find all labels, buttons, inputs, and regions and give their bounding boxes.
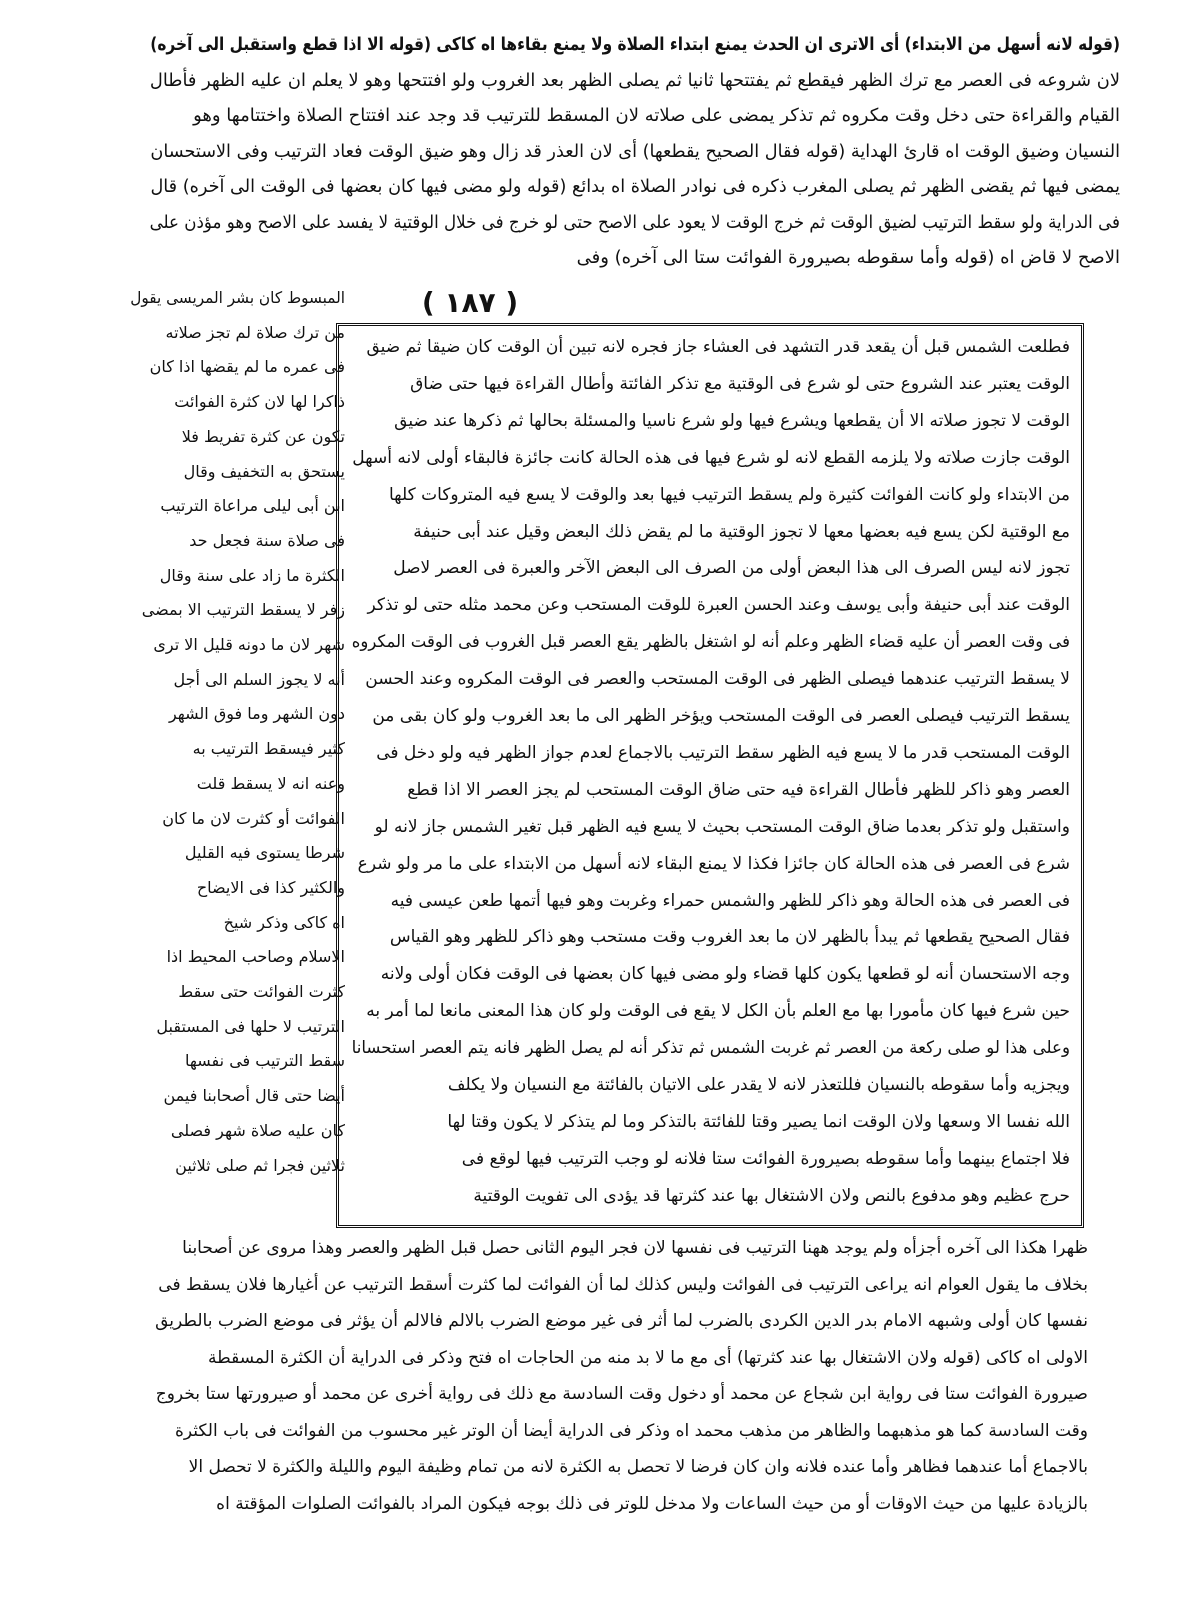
box-line-text: الوقت يعتبر عند الشروع حتى لو شرع فى الوقتية مع تذكر الفائتة وأطال القراءة فيها حتى ضاق	[410, 373, 1070, 394]
top-line-text: النسيان وضيق الوقت اه قارئ الهداية (قوله فقال الصحيح يقطعها) أى لان العذر قد زال وهو ضيق الوقت فعاد الترتيب وفى الاستحسان	[150, 140, 1120, 162]
side-line-text: شرطا يستوى فيه القليل	[184, 843, 345, 863]
box-line-text: فقال الصحيح يقطعها ثم يبدأ بالظهر لان ما بعد الغروب وقت مستحب وهو ذاكر للظهر وهو القياس	[389, 927, 1070, 948]
box-line-text: الوقت جازت صلاته ولا يلزمه القطع لانه لو شرع فيها فى هذه الحالة كانت جائزة فالبقاء أولى لانه أسهل	[352, 447, 1070, 468]
box-line-text: الوقت عند أبى حنيفة وأبى يوسف وعند الحسن العبرة للوقت المستحب وعن محمد مثله حتى لو تذكر	[367, 595, 1070, 616]
side-line-text: زفر لا يسقط الترتيب الا بمضى	[141, 600, 345, 620]
bottom-line-text: بخلاف ما يقول العوام انه يراعى الترتيب فى الفوائت وليس كذلك لما أن الفوائت لما كثرت أسقط الترتيب عن أغيارها فلان يسقط فى	[158, 1274, 1088, 1295]
top-line-text: لان شروعه فى العصر مع ترك الظهر فيقطع ثم يفتتحها ثانيا ثم يصلى الظهر بعد الغروب ولو افتتحها وهو لا يعلم ان عليه الظهر فأطال	[150, 69, 1120, 91]
side-line-text: فى عمره ما لم يقضها اذا كان	[149, 357, 345, 377]
side-line-text: الترتيب لا حلها فى المستقبل	[156, 1016, 345, 1036]
box-line-text: الوقت لا تجوز صلاته الا أن يقطعها ويشرع فيها ولو شرع ناسيا والمسئلة بحالها ثم ذكرها عند ضيق	[394, 410, 1070, 431]
side-line-text: كان عليه صلاة شهر فصلى	[170, 1120, 345, 1140]
box-line-text: من الابتداء ولو كانت الفوائت كثيرة ولم يسقط الترتيب فيها بعد والوقت لا يسع فيه المتروكات كلها	[389, 484, 1070, 505]
side-line-text: والكثير كذا فى الايضاح	[196, 877, 345, 897]
box-line-text: واستقبل ولو تذكر بعدما ضاق الوقت المستحب بحيث لا يسع فيه الظهر قبل تغير الشمس جاز لانه لو	[374, 816, 1070, 837]
box-line-text: فى العصر فى هذه الحالة وهو ذاكر للظهر والشمس حمراء وغربت وهو فيها أتمها طعن عيسى فيه	[390, 890, 1070, 911]
bottom-line-text: الاولى اه كاكى (قوله ولان الاشتغال بها عند كثرتها) أى مع ما لا بد منه من الحاجات اه فتح وذكر فى الدراية أن الكثرة المسقطة	[208, 1347, 1088, 1368]
box-line-text: لا يسقط الترتيب عندهما فيصلى الظهر فى الوقت المستحب والعصر فى الوقت المكروه وعند الحسن	[365, 669, 1070, 690]
side-line-text: ثلاثين فجرا ثم صلى ثلاثين	[175, 1155, 345, 1175]
side-line-text: من ترك صلاة لم تجز صلاته	[165, 322, 345, 342]
side-line-text: كثرت الفوائت حتى سقط	[178, 982, 345, 1001]
side-line-text: ابن أبى ليلى مراعاة الترتيب	[160, 496, 345, 516]
box-line-text: الله نفسا الا وسعها ولان الوقت انما يصير وقتا للفائتة بالتذكر وما لم يتذكر لا يكون وقتا لها	[447, 1111, 1070, 1132]
side-line-text: أيضا حتى قال أصحابنا فيمن	[163, 1086, 345, 1106]
box-line-text: تجوز لانه ليس الصرف الى هذا البعض أولى من الصرف الى البعض الآخر والعبرة فى العصر لاصل	[393, 558, 1070, 579]
side-line-text: دون الشهر وما فوق الشهر	[168, 704, 345, 724]
side-line-text: المبسوط كان بشر المريسى يقول	[130, 288, 345, 307]
box-line-text: الوقت المستحب قدر ما لا يسع فيه الظهر سقط الترتيب بالاجماع لعدم جواز الظهر فيه ولو دخل فى	[376, 742, 1070, 763]
side-line-text: فى صلاة سنة فجعل حد	[189, 530, 345, 550]
bottom-line-text: نفسها كان أولى وشبهه الامام بدر الدين الكردى بالضرب لما أثر فى غير موضع الضرب بالالم فالالم أن يؤثر فى موضع الضرب بالطريق	[155, 1311, 1088, 1331]
bottom-line-text: بالاجماع أما عندهما فظاهر وأما عنده فلانه وان كان فرضا لا تحصل به الكثرة لانه من تمام وظيفة اليوم والليلة والكثرة لا تحصل الا	[188, 1457, 1088, 1477]
side-line-text: كثير فيسقط الترتيب به	[192, 739, 345, 759]
bottom-line-text: وقت السادسة كما هو مذهبهما والظاهر من مذهب محمد اه وذكر فى الدراية أيضا أن الوتر غير محسوب من الفوائت فى باب الكثرة	[174, 1420, 1088, 1441]
box-line-text: يسقط الترتيب فيصلى العصر فى الوقت المستحب ويؤخر الظهر الى ما بعد الغروب ولو كان بقى من	[372, 706, 1070, 726]
box-line-text: فلا اجتماع بينهما وأما سقوطه بصيرورة الفوائت ستا فلانه لو وجب الترتيب فيها لوقع فى	[461, 1148, 1070, 1169]
top-line-text: الاصح لا قاض اه (قوله وأما سقوطه بصيرورة الفوائت ستا الى آخره) وفى	[576, 247, 1120, 268]
side-line-text: الكثرة ما زاد على سنة وقال	[159, 565, 345, 585]
side-line-text: شهر لان ما دونه قليل الا ترى	[153, 635, 345, 654]
box-line-text: وجه الاستحسان أنه لو قطعها يكون كلها قضاء ولو مضى فيها كان بعضها فى الوقت فكان أولى ولانه	[380, 964, 1070, 985]
box-line-text: فى وقت العصر أن عليه قضاء الظهر وعلم أنه لو اشتغل بالظهر يقع العصر قبل الغروب فى الوقت المكروه	[352, 632, 1070, 653]
side-line-text: يستحق به التخفيف وقال	[183, 461, 345, 481]
side-line-text: سقط الترتيب فى نفسها	[185, 1051, 345, 1071]
bottom-line-text: ظهرا هكذا الى آخره أجزأه ولم يوجد ههنا الترتيب فى نفسها لان فجر اليوم الثانى حصل قبل الظهر والعصر وهذا مروى عن أصحابنا	[182, 1238, 1088, 1258]
box-line-text: ويجزيه وأما سقوطه بالنسيان فللتعذر لانه لا يقدر على الاتيان بالفائتة مع النسيان ولا يكلف	[447, 1075, 1070, 1095]
top-line-text: القيام والقراءة حتى دخل وقت مكروه ثم تذكر يمضى على صلاته لان المسقط للترتيب قد وجد عند افتتاح الصلاة واختتامها وهو	[193, 105, 1120, 126]
box-line-text: وعلى هذا لو صلى ركعة من العصر ثم غربت الشمس ثم تذكر أنه لم يصل الظهر فانه يتم العصر استحسانا	[352, 1038, 1070, 1059]
top-line-text: يمضى فيها ثم يقضى الظهر ثم يصلى المغرب ذكره فى نوادر الصلاة اه بدائع (قوله ولو مضى فيها كان بعضها فى الوقت الى آخره) قال	[150, 176, 1120, 197]
page-number: ( ١٨٧ )	[421, 286, 519, 319]
box-line-text: شرع فى العصر فى هذه الحالة كان جائزا فكذا لا يمنع البقاء لانه أسهل من الابتداء على ما مر ولو شرع	[357, 853, 1070, 874]
top-line-text: (قوله لانه أسهل من الابتداء) أى الاترى ان الحدث يمنع ابتداء الصلاة ولا يمنع بقاءها اه كاكى (قوله الا اذا قطع واستقبل الى آخره)	[150, 34, 1120, 55]
bottom-line-text: صيرورة الفوائت ستا فى رواية ابن شجاع عن محمد أو دخول وقت السادسة مع ذلك فى رواية أخرى عن محمد أو صيرورتها ستا بخروج	[155, 1384, 1088, 1404]
side-line-text: الاسلام وصاحب المحيط اذا	[166, 947, 345, 967]
box-line-text: حرج عظيم وهو مدفوع بالنص ولان الاشتغال بها عند كثرتها قد يؤدى الى تفويت الوقتية	[473, 1185, 1070, 1206]
side-line-text: الفوائت أو كثرت لان ما كان	[162, 808, 345, 828]
side-line-text: أنه لا يجوز السلم الى أجل	[173, 669, 345, 689]
side-line-text: ذاكرا لها لان كثرة الفوائت	[174, 392, 345, 412]
box-line-text: حين شرع فيها كان مأمورا بها مع العلم بأن الكل لا يقع فى الوقت ولو كان هذا المعنى مانعا لما أمر به	[366, 1001, 1070, 1022]
side-line-text: تكون عن كثرة تفريط فلا	[181, 426, 345, 446]
side-line-text: وعنه انه لا يسقط قلت	[196, 773, 345, 793]
bottom-line-text: بالزيادة عليها من حيث الاوقات أو من حيث الساعات ولا مدخل للوتر فى ذلك بوجه فيكون المراد بالفوائت الصلوات المؤقتة اه	[216, 1493, 1088, 1514]
top-line-text: فى الدراية ولو سقط الترتيب لضيق الوقت ثم خرج الوقت لا يعود على الاصح حتى لو خرج فى خلال الوقتية لا يفسد على الاصح وهو مؤذن على	[150, 211, 1120, 233]
box-line-text: فطلعت الشمس قبل أن يقعد قدر التشهد فى العشاء جاز فجره لانه تبين أن الوقت كان ضيقا ثم ضيق	[366, 337, 1070, 357]
side-line-text: اه كاكى وذكر شيخ	[223, 912, 345, 932]
box-line-text: العصر وهو ذاكر للظهر فأطال القراءة فيه حتى ضاق الوقت المستحب لم يجز العصر الا اذا قطع	[407, 779, 1070, 800]
box-line-text: مع الوقتية لكن يسع فيه بعضها معها لا تجوز الوقتية ما لم يقض ذلك البعض وقيل عند أبى حنيفة	[413, 521, 1070, 542]
